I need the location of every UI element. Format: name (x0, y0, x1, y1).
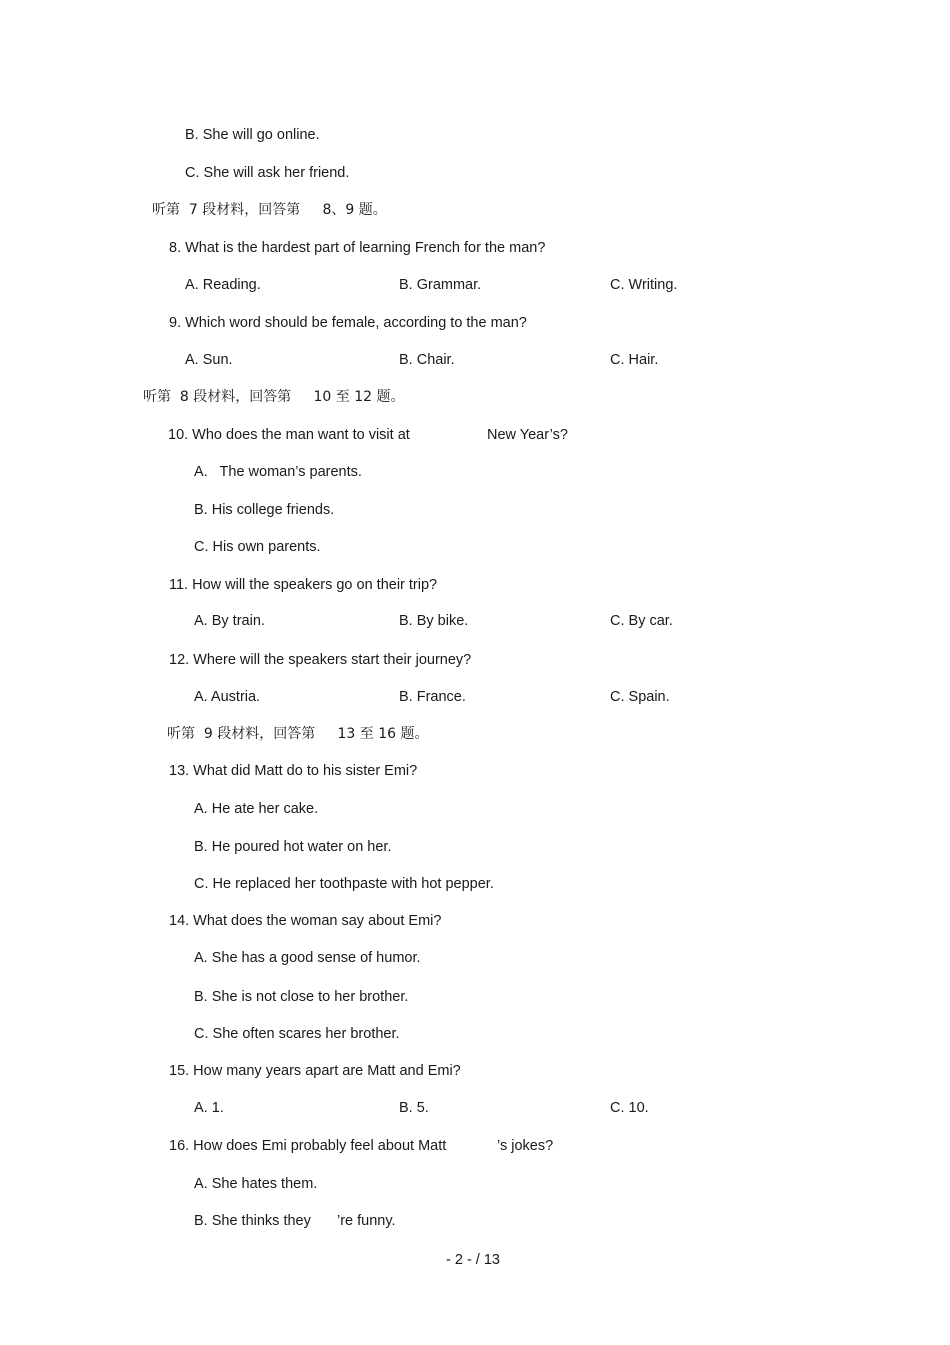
question-14: 14. What does the woman say about Emi? (169, 913, 442, 929)
section-heading-8: 听第 8 段材料，回答第 10 至 12 题。 (143, 389, 405, 405)
section-heading-7: 听第 7 段材料，回答第 8、9 题。 (152, 202, 387, 218)
question-13: 13. What did Matt do to his sister Emi? (169, 763, 418, 779)
q10-option-b: B. His college friends. (194, 502, 335, 518)
question-8: 8. What is the hardest part of learning French for the man? (169, 240, 546, 256)
q13-option-a: A. He ate her cake. (194, 801, 319, 817)
q10-option-a: A. The woman’s parents. (194, 464, 362, 480)
q9-option-a: A. Sun. (185, 352, 233, 368)
q10-option-c: C. His own parents. (194, 539, 321, 555)
q12-option-c: C. Spain. (610, 689, 670, 705)
question-15: 15. How many years apart are Matt and Emi? (169, 1063, 461, 1079)
q8-option-c: C. Writing. (610, 277, 678, 293)
question-10-part1: 10. Who does the man want to visit at (168, 427, 410, 443)
q16-option-b-part1: B. She thinks they (194, 1213, 311, 1229)
question-16-part1: 16. How does Emi probably feel about Matt (169, 1138, 447, 1154)
q14-option-b: B. She is not close to her brother. (194, 989, 409, 1005)
q16-option-b-part2: ’re funny. (337, 1213, 396, 1229)
question-9: 9. Which word should be female, according to the man? (169, 315, 527, 331)
question-12: 12. Where will the speakers start their journey? (169, 652, 472, 668)
question-11: 11. How will the speakers go on their trip? (169, 577, 438, 593)
q9-option-c: C. Hair. (610, 352, 659, 368)
q11-option-b: B. By bike. (399, 613, 469, 629)
option-b: B. She will go online. (185, 127, 320, 143)
q14-option-c: C. She often scares her brother. (194, 1026, 400, 1042)
q12-option-a: A. Austria. (194, 689, 261, 705)
q13-option-c: C. He replaced her toothpaste with hot pepper. (194, 876, 494, 892)
question-10-part2: New Year’s? (487, 427, 568, 443)
option-c: C. She will ask her friend. (185, 165, 350, 181)
q14-option-a: A. She has a good sense of humor. (194, 950, 421, 966)
q8-option-b: B. Grammar. (399, 277, 482, 293)
q9-option-b: B. Chair. (399, 352, 455, 368)
page-number: - 2 - / 13 (446, 1252, 500, 1268)
question-16-part2: ’s jokes? (497, 1138, 554, 1154)
section-heading-9: 听第 9 段材料，回答第 13 至 16 题。 (167, 726, 429, 742)
q11-option-c: C. By car. (610, 613, 673, 629)
q15-option-a: A. 1. (194, 1100, 224, 1116)
q15-option-b: B. 5. (399, 1100, 429, 1116)
q12-option-b: B. France. (399, 689, 466, 705)
q13-option-b: B. He poured hot water on her. (194, 839, 392, 855)
q11-option-a: A. By train. (194, 613, 265, 629)
q15-option-c: C. 10. (610, 1100, 649, 1116)
q8-option-a: A. Reading. (185, 277, 261, 293)
q16-option-a: A. She hates them. (194, 1176, 318, 1192)
